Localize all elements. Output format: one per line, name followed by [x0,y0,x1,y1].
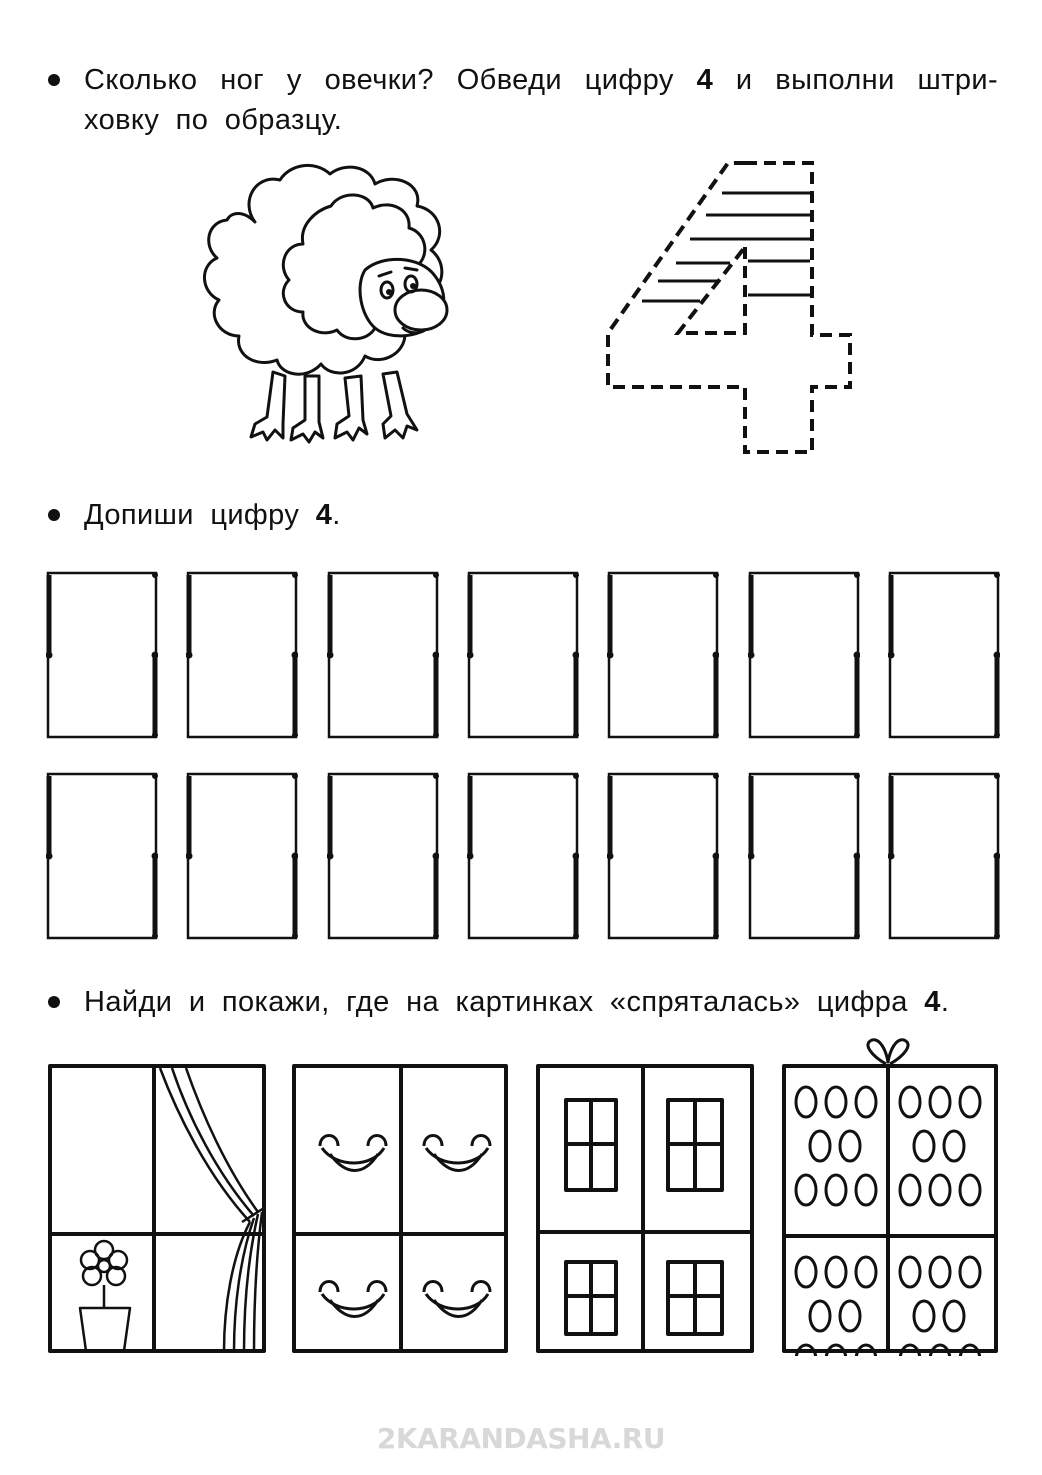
writing-cell[interactable] [186,772,298,940]
bullet-icon [48,509,60,521]
writing-cell[interactable] [748,772,860,940]
writing-cell[interactable] [888,772,1000,940]
gift-dot [810,1301,830,1331]
gift-dot [914,1301,934,1331]
writing-cell[interactable] [327,571,439,739]
window-curtain-picture [50,1066,264,1351]
gift-dot [960,1087,980,1117]
bullet-icon [48,996,60,1008]
writing-cell[interactable] [607,772,719,940]
writing-cell[interactable] [186,571,298,739]
sheep-icon [185,162,505,452]
gift-dot [856,1087,876,1117]
writing-cell[interactable] [46,772,158,940]
gift-dot [944,1131,964,1161]
gift-dot [826,1257,846,1287]
writing-cell[interactable] [46,571,158,739]
task-2-instruction [48,495,998,535]
task-1-text: Сколько ног у овечки? Обведи цифру 4 и выполни штри-ховку по образцу. [84,64,998,136]
writing-cell[interactable] [607,571,719,739]
gift-dot [900,1087,920,1117]
bullet-icon [48,74,60,86]
writing-row-2 [46,772,1000,942]
gift-dot [826,1087,846,1117]
gift-dot [856,1257,876,1287]
hidden-digit-pictures [46,1036,1000,1356]
writing-cell[interactable] [748,571,860,739]
gift-dot [960,1175,980,1205]
gift-dot [810,1131,830,1161]
gift-dot [900,1175,920,1205]
gift-dot [796,1257,816,1287]
gift-dot [914,1131,934,1161]
task-3-text: Найди и покажи, где на картинках «спряталась» цифра 4. [84,986,950,1018]
task-3-instruction [48,982,998,1022]
writing-cell[interactable] [888,571,1000,739]
gift-dot [944,1301,964,1331]
gift-dot [900,1257,920,1287]
house-windows-picture [538,1066,752,1351]
gift-dot [796,1087,816,1117]
writing-row-1 [46,571,1000,741]
writing-cell[interactable] [327,772,439,940]
writing-cell[interactable] [467,772,579,940]
gift-dot [796,1175,816,1205]
digit-4-tracing-outline [600,155,860,460]
gift-dot [930,1175,950,1205]
gift-dot [960,1257,980,1287]
gift-dot [840,1131,860,1161]
gift-dot [840,1301,860,1331]
gift-dot [930,1087,950,1117]
writing-cell[interactable] [467,571,579,739]
watermark: 2KARANDASHA.RU [376,1422,666,1455]
gift-dot [826,1175,846,1205]
wardrobe-picture [294,1066,506,1351]
gift-dot [930,1257,950,1287]
gift-dot [856,1175,876,1205]
task-1-instruction [48,60,998,140]
task-2-text: Допиши цифру 4. [84,499,341,531]
